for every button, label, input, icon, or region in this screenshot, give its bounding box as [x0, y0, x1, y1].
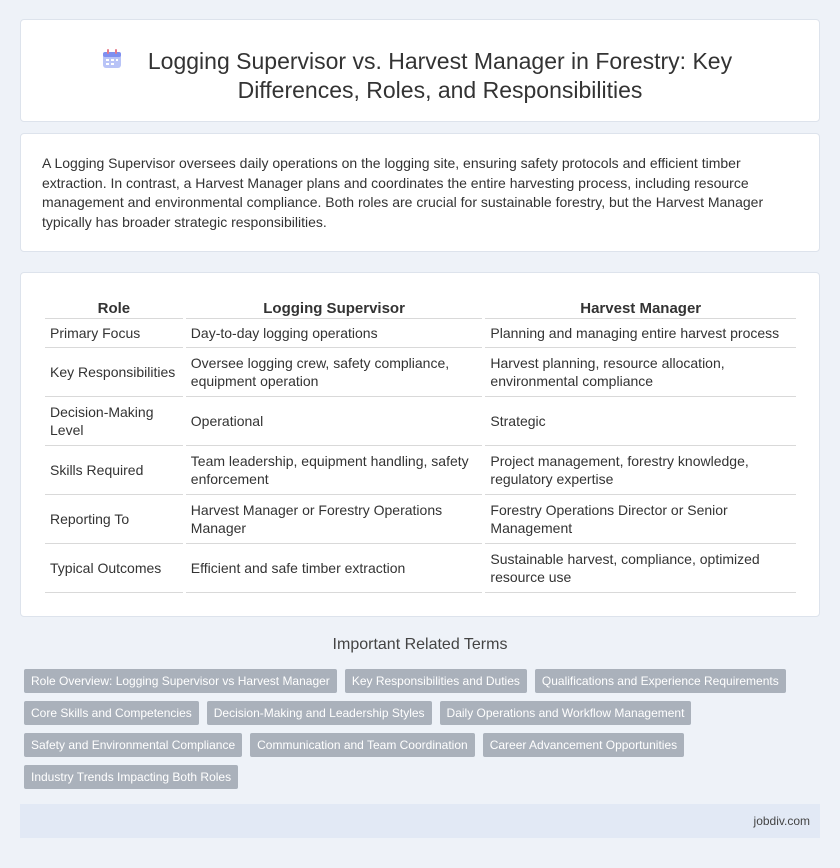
harvest-manager-cell: Strategic — [485, 397, 796, 446]
header-harvest-manager: Harvest Manager — [485, 293, 796, 319]
page-title: Logging Supervisor vs. Harvest Manager in Forestry: Key Differences, Roles, and Responsibilities — [147, 48, 733, 103]
harvest-manager-cell: Project management, forestry knowledge, regulatory expertise — [485, 446, 796, 495]
term-tag[interactable]: Communication and Team Coordination — [250, 733, 475, 757]
logging-supervisor-cell: Oversee logging crew, safety compliance, equipment operation — [186, 348, 483, 397]
row-label: Reporting To — [45, 495, 183, 544]
table-row — [45, 495, 796, 544]
row-label: Decision-Making Level — [45, 397, 183, 446]
comparison-card — [20, 272, 820, 617]
intro-paragraph: A Logging Supervisor oversees daily operations on the logging site, ensuring safety protocols and efficient timber extraction. In contrast, a Harvest Manager plans and coordinates the entire harvesting process, including resource management and environmental compliance. Both roles are crucial for sustainable forestry, but the Harvest Manager typically has broader strategic responsibilities. — [42, 155, 764, 230]
term-tag[interactable]: Key Responsibilities and Duties — [345, 669, 527, 693]
row-label: Skills Required — [45, 446, 183, 495]
table-row — [45, 319, 796, 348]
term-tag[interactable]: Daily Operations and Workflow Management — [440, 701, 692, 725]
header-role: Role — [45, 293, 183, 319]
term-tag[interactable]: Industry Trends Impacting Both Roles — [24, 765, 238, 789]
logging-supervisor-cell: Harvest Manager or Forestry Operations Manager — [186, 495, 483, 544]
related-terms-tags — [24, 669, 804, 789]
table-header-row — [45, 293, 796, 319]
harvest-manager-cell: Harvest planning, resource allocation, environmental compliance — [485, 348, 796, 397]
logging-supervisor-cell: Operational — [186, 397, 483, 446]
row-label: Key Responsibilities — [45, 348, 183, 397]
comparison-table — [42, 293, 799, 593]
header-logging-supervisor: Logging Supervisor — [186, 293, 483, 319]
table-row — [45, 446, 796, 495]
term-tag[interactable]: Decision-Making and Leadership Styles — [207, 701, 432, 725]
related-terms-title: Important Related Terms — [332, 636, 508, 653]
intro-card — [20, 133, 820, 252]
harvest-manager-cell: Sustainable harvest, compliance, optimized resource use — [485, 544, 796, 593]
term-tag[interactable]: Career Advancement Opportunities — [483, 733, 684, 757]
logging-supervisor-cell: Team leadership, equipment handling, safety enforcement — [186, 446, 483, 495]
footer-site-link[interactable]: jobdiv.com — [753, 814, 810, 828]
logging-supervisor-cell: Day-to-day logging operations — [186, 319, 483, 348]
term-tag[interactable]: Core Skills and Competencies — [24, 701, 199, 725]
harvest-manager-cell: Forestry Operations Director or Senior Management — [485, 495, 796, 544]
term-tag[interactable]: Role Overview: Logging Supervisor vs Harvest Manager — [24, 669, 337, 693]
term-tag[interactable]: Qualifications and Experience Requirements — [535, 669, 786, 693]
logging-supervisor-cell: Efficient and safe timber extraction — [186, 544, 483, 593]
harvest-manager-cell: Planning and managing entire harvest process — [485, 319, 796, 348]
table-row — [45, 544, 796, 593]
table-row — [45, 397, 796, 446]
table-row — [45, 348, 796, 397]
row-label: Typical Outcomes — [45, 544, 183, 593]
header-card — [20, 19, 820, 122]
footer — [20, 804, 820, 838]
term-tag[interactable]: Safety and Environmental Compliance — [24, 733, 242, 757]
row-label: Primary Focus — [45, 319, 183, 348]
